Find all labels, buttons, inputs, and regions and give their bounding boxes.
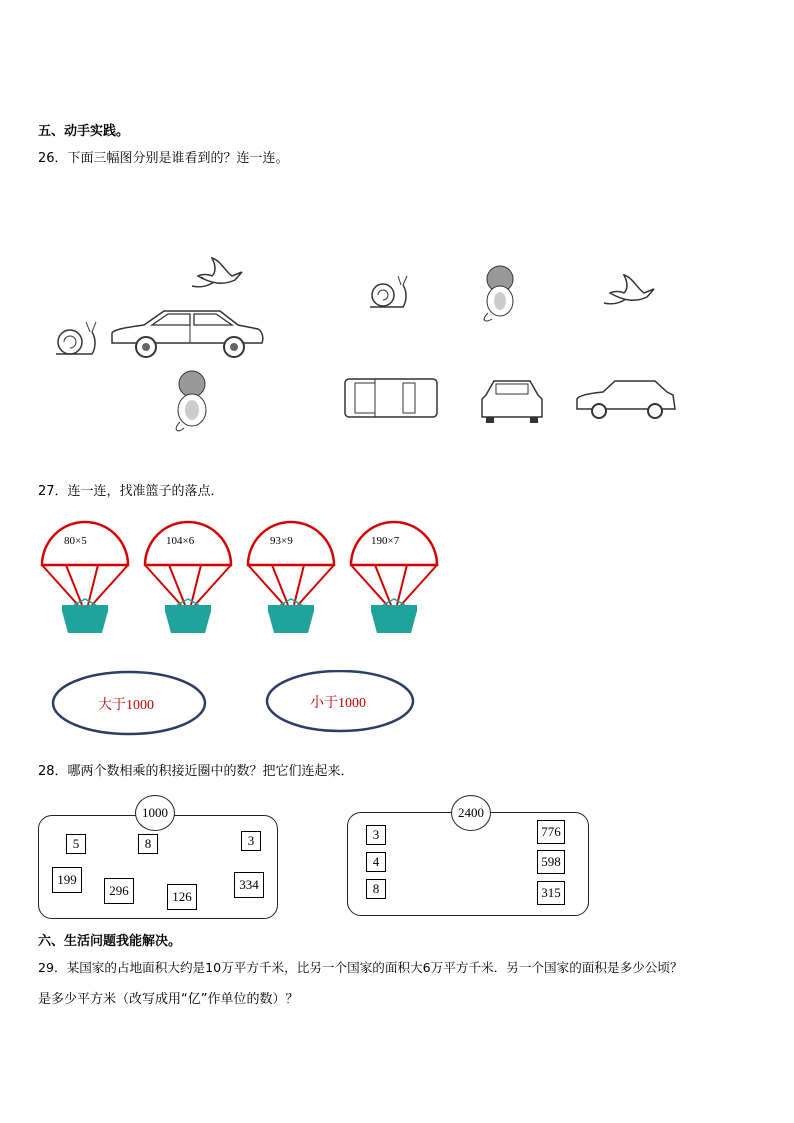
parachute-label-2: 104×6 — [166, 535, 195, 547]
monkey-icon — [176, 371, 206, 431]
bird-icon — [604, 275, 654, 304]
oval-less-label: 小于1000 — [310, 696, 366, 711]
number-box: 199 — [52, 867, 82, 893]
number-box: 598 — [537, 850, 565, 874]
number-box: 5 — [66, 834, 86, 854]
question-28: 28．哪两个数相乘的积接近圈中的数？把它们连起来． — [38, 764, 354, 779]
parachute-label-4: 190×7 — [371, 535, 400, 547]
question-29-line-1: 29．某国家的占地面积大约是10万平方千米，比另一个国家的面积大6万平方千米．另一个国家的面积是多少公顷？ — [38, 960, 683, 975]
left-target: 1000 — [135, 795, 175, 831]
number-box: 776 — [537, 820, 565, 844]
monkey-icon — [484, 266, 513, 321]
parachute-label-1: 80×5 — [64, 535, 87, 547]
snail-icon — [56, 322, 96, 354]
number-box: 126 — [167, 884, 197, 910]
view-options — [340, 265, 690, 425]
car-icon — [112, 311, 263, 357]
number-box: 4 — [366, 852, 386, 872]
number-box: 3 — [241, 831, 261, 851]
question-29-line-2: 是多少平方米（改写成用“亿”作单位的数）？ — [38, 992, 299, 1007]
question-26: 26．下面三幅图分别是谁看到的？连一连。 — [38, 151, 289, 166]
car-side-view-icon — [577, 381, 675, 418]
section-title: 六、生活问题我能解决。 — [38, 934, 182, 949]
right-target: 2400 — [451, 795, 491, 831]
number-box: 334 — [234, 872, 264, 898]
oval-greater-label: 大于1000 — [98, 698, 154, 713]
car-front-view-icon — [482, 381, 542, 423]
section-title: 五、动手实践。 — [38, 124, 130, 139]
car-top-view-icon — [345, 379, 437, 417]
parachute-label-3: 93×9 — [270, 535, 293, 547]
number-box: 8 — [366, 879, 386, 899]
scene-illustration — [50, 250, 280, 435]
snail-icon — [370, 276, 407, 307]
question-27: 27．连一连，找准篮子的落点． — [38, 484, 224, 499]
number-box: 3 — [366, 825, 386, 845]
number-box: 296 — [104, 878, 134, 904]
number-box: 315 — [537, 881, 565, 905]
bird-icon — [192, 258, 242, 287]
number-box: 8 — [138, 834, 158, 854]
